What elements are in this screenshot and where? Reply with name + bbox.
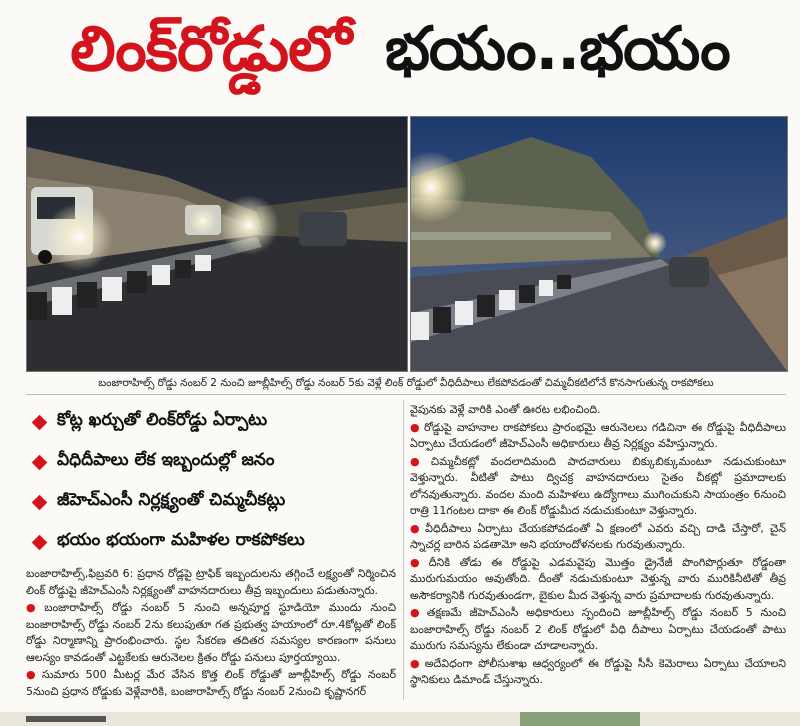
bullet-icon: ●	[410, 521, 423, 535]
bullet-icon: ●	[410, 606, 424, 619]
bullet-icon: ●	[410, 420, 421, 434]
bullet-icon: ●	[26, 601, 42, 614]
next-article-headline-fragment	[26, 716, 106, 722]
paragraph: వైపునకు వెళ్లే వారికి ఎంతో ఊరట లభించింది.	[410, 403, 601, 416]
diamond-bullet-icon	[32, 454, 48, 470]
highlight-item	[26, 442, 398, 482]
highlight-item	[26, 402, 398, 442]
highlight-text: జీహెచ్‌ఎంసీ నిర్లక్ష్యంతో చిమ్మచీకట్లు	[57, 490, 286, 510]
headline-part1: లింక్‌రోడ్డులో	[70, 12, 351, 85]
bullet-icon: ●	[410, 454, 428, 468]
paragraph: ● రోడ్డుపై వాహనాల రాకపోకలు ప్రారంభమై ఆరునెలలు గడిచినా ఈ రోడ్డుపై వీధిదీపాలు ఏర్పాటు చేయడంలో జీహెచ్‌ఎంసీ అధికారులు తీవ్ర నిర్లక్ష్యం వహిస్తున్నారు.	[410, 420, 786, 450]
photo-caption: బంజారాహిల్స్ రోడ్డు నంబర్ 2 నుంచి జూబ్లీహిల్స్ రోడ్డు నంబర్ 5కు వెళ్లే లింక్ రోడ్డులో వీధిదీపాలు లేకపోవడంతో చిమ్మచీకటిలోనే కొనసాగుతున్న రాకపోకలు	[26, 372, 786, 395]
column-divider	[403, 400, 404, 700]
diamond-bullet-icon	[32, 494, 48, 510]
bullet-icon: ●	[26, 668, 39, 681]
diamond-bullet-icon	[32, 534, 48, 550]
highlight-item	[26, 482, 398, 522]
highlight-text: వీధిదీపాలు లేక ఇబ్బందుల్లో జనం	[57, 450, 275, 470]
diamond-bullet-icon	[32, 414, 48, 430]
highlight-item	[26, 522, 398, 562]
next-article-photo-fragment	[520, 712, 640, 726]
highlight-text: కోట్ల ఖర్చుతో లింక్‌రోడ్డు ఏర్పాటు	[57, 410, 268, 430]
paragraph: ● దీనికి తోడు ఈ రోడ్డుపై ఎడమవైపు మొత్తం డ్రైనేజీ పొంగిపొర్లుతూ రోడ్డంతా మురుగుమయం అవుతోంది. దీంతో నడుచుకుంటూ వెళ్తున్న వారు మురికినీటితో తీవ్ర అసౌకర్యానికి గురవుతుండగా, బైకుల మీద వెళ్తున్న వారు ప్రమాదాలకు గురవుతున్నారు.	[410, 555, 786, 602]
article-column-right	[410, 402, 786, 690]
paragraph: ● తక్షణమే జీహెచ్‌ఎంసీ అధికారులు స్పందించి జూబ్లీహిల్స్ రోడ్డు నంబర్ 5 నుంచి బంజారాహిల్స్ రోడ్డు నంబర్ 2 లింక్ రోడ్డులో వీధి దీపాలు ఏర్పాటు చేయడంతో పాటు మురుగు సమస్యను లేకుండా చూడాలన్నారు.	[410, 606, 786, 652]
highlight-list	[26, 402, 398, 562]
headline-part2: భయం..భయం	[384, 14, 730, 84]
next-article-strip	[0, 712, 800, 726]
article-column-left	[26, 566, 396, 701]
paragraph: ● చిమ్మచీకట్లో వందలాదిమంది పాదచారులు బిక్కుబిక్కుమంటూ నడుచుకుంటూ వెళ్తున్నారు. వీటితో పాటు ద్విచక్ర వాహనదారులు సైతం చీకట్లో ప్రమాదాలకు లోనవుతున్నారు. వందల మంది మహిళలు ఉద్యోగాలు ముగించుకుని సాయంత్రం 6నుంచి రాత్రి 11గంటల దాకా ఈ లింక్ రోడ్డుమీద నడుచుకుంటూ వెళ్తున్నారు.	[410, 454, 786, 517]
highlight-text: భయం భయంగా మహిళల రాకపోకలు	[57, 530, 305, 550]
paragraph: ● బంజారాహిల్స్ రోడ్డు నంబర్ 5 నుంచి అన్నపూర్ణ స్టూడియో ముందు నుంచి బంజారాహిల్స్ రోడ్డు నంబర్ 2ను కలుపుతూ గత ప్రభుత్వ హయాంలో రూ.4కోట్లతో లింక్ రోడ్డు నిర్మాణాన్ని ప్రారంభించారు. స్థల సేకరణ తదితర సమస్యల కారణంగా పనులు ఆలస్యం కావడంతో ఎట్టకేలకు ఆరునెలల క్రితం రోడ్డు పనులు పూర్తయ్యాయి.	[26, 601, 396, 664]
headline	[0, 0, 800, 112]
bullet-icon: ●	[410, 555, 426, 569]
paragraph: బంజారాహిల్స్,ఫిబ్రవరి 6: ప్రధాన రోడ్లపై ట్రాఫిక్ ఇబ్బందులను తగ్గించే లక్ష్యంతో నిర్మించిన లింక్ రోడ్డుపై జీహెచ్‌ఎంసీ నిర్లక్ష్యంతో వాహనదారులు తీవ్ర ఇబ్బందులు పడుతున్నారు.	[26, 567, 396, 597]
night-road-photo-right	[410, 116, 788, 372]
paragraph: ● వీధిదీపాలు ఏర్పాటు చేయకపోవడంతో ఏ క్షణంలో ఎవరు వచ్చి దాడి చేస్తారో, చైన్ స్నాచర్ల బారిన పడతామో అని భయాందోళనలకు గురవుతున్నారు.	[410, 521, 786, 551]
paragraph: ● అదేవిధంగా పోలీసుశాఖ ఆధ్వర్యంలో ఈ రోడ్డుపై సీసీ కెమెరాలు ఏర్పాటు చేయాలని స్థానికులు డిమాండ్ చేస్తున్నారు.	[410, 656, 786, 686]
bullet-icon: ●	[410, 656, 422, 670]
night-road-photo-left	[26, 116, 408, 372]
paragraph: ● సుమారు 500 మీటర్ల మేర వేసిన కొత్త లింక్ రోడ్డుతో జూబ్లీహిల్స్ రోడ్డు నంబర్ 5నుంచి ప్రధాన రోడ్డుకు వెళ్లేవారికి, బంజారాహిల్స్ రోడ్డు నంబర్ 2నుంచి కృష్ణానగర్	[26, 668, 396, 698]
